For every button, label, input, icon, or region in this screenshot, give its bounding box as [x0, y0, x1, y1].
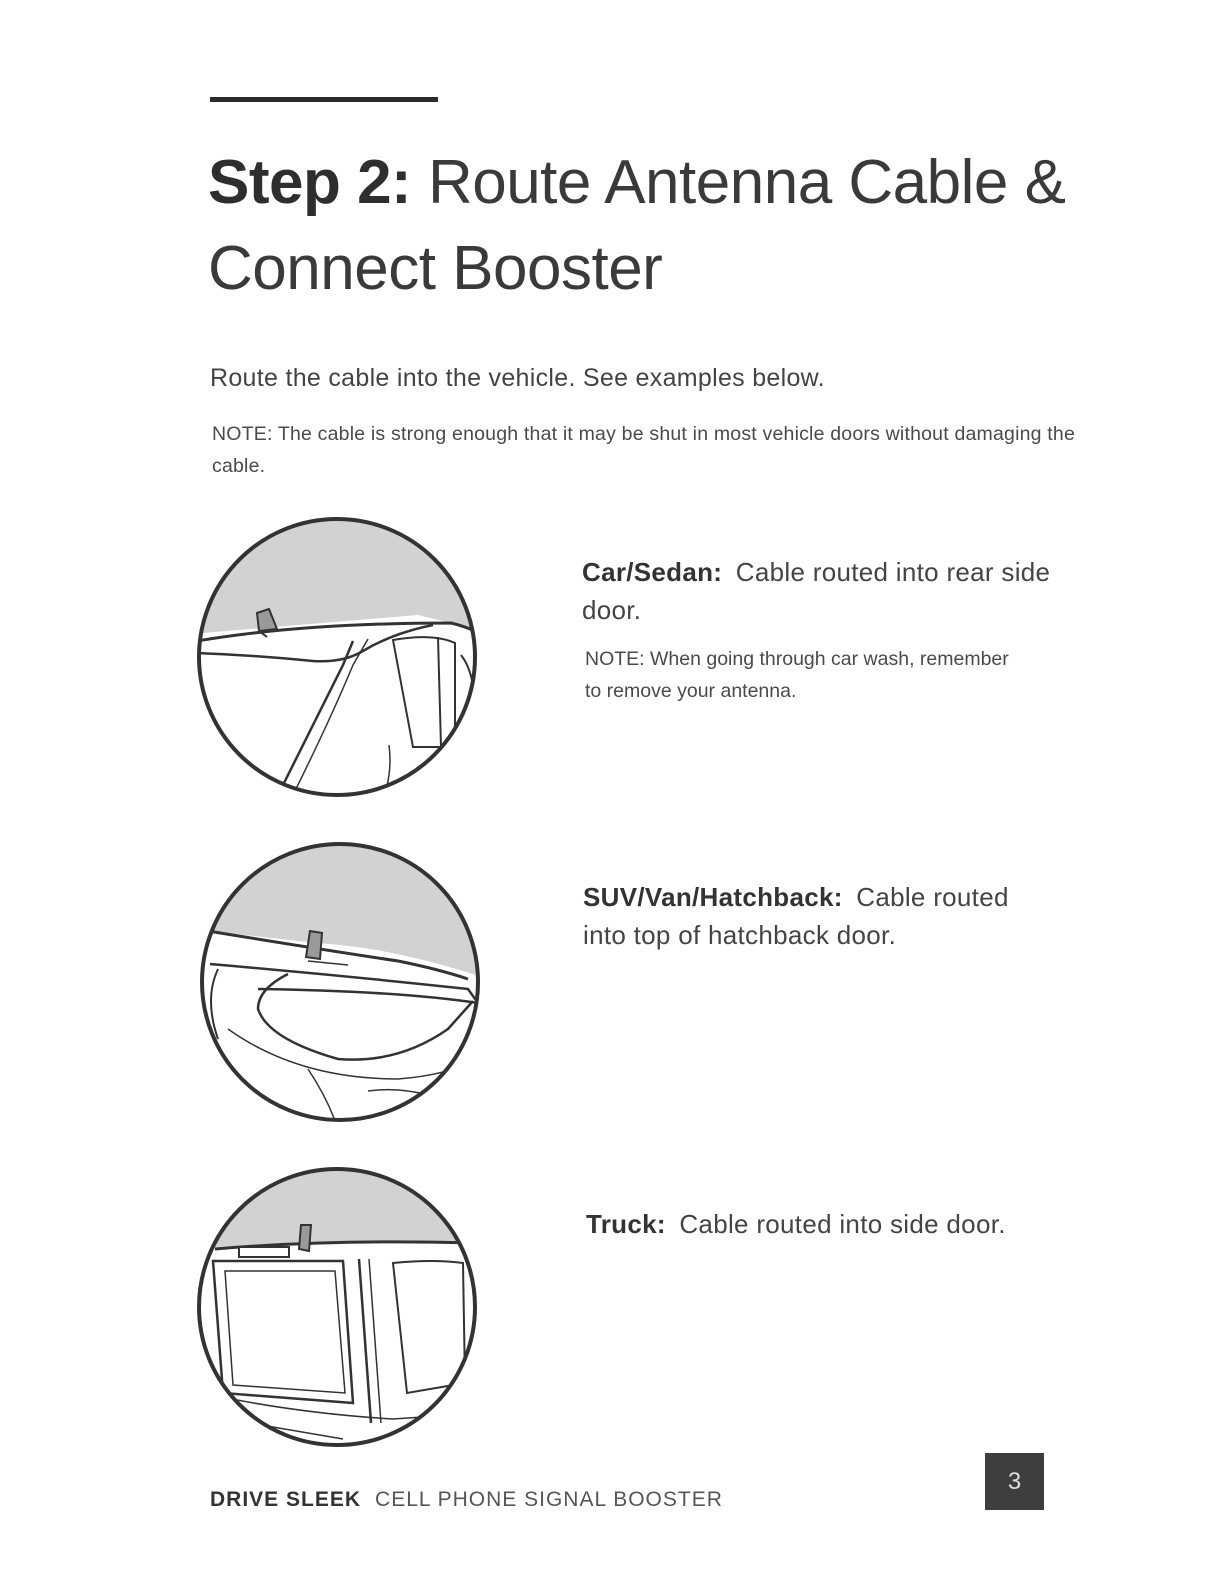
car-roof-antenna-illustration — [193, 515, 483, 805]
truck-roof-antenna-illustration — [193, 1163, 483, 1453]
title-text: Route Antenna Cable & Connect Booster — [208, 148, 1066, 303]
suv-description — [583, 878, 1053, 954]
truck-label: Truck: — [586, 1209, 666, 1239]
suv-section — [583, 878, 1053, 954]
suv-text: Cable routed into top of hatchback door. — [583, 882, 1009, 950]
car-sedan-description — [582, 553, 1052, 629]
intro-text: Route the cable into the vehicle. See examples below. — [210, 364, 825, 392]
truck-section — [586, 1205, 1056, 1243]
car-sedan-text: Cable routed into rear side door. — [582, 557, 1051, 625]
truck-text: Cable routed into side door. — [679, 1209, 1006, 1239]
title-step: Step 2: — [208, 148, 412, 217]
footer — [210, 1488, 723, 1512]
page-title — [208, 140, 1108, 312]
car-sedan-label: Car/Sedan: — [582, 557, 723, 587]
footer-product: CELL PHONE SIGNAL BOOSTER — [375, 1488, 723, 1511]
page-number: 3 — [985, 1453, 1044, 1510]
car-sedan-section — [582, 553, 1052, 707]
intro-note: NOTE: The cable is strong enough that it may be shut in most vehicle doors without damaging the cable. — [212, 423, 1076, 477]
suv-label: SUV/Van/Hatchback: — [583, 882, 843, 912]
suv-roof-antenna-illustration — [198, 839, 488, 1129]
truck-description — [586, 1205, 1056, 1243]
footer-brand: DRIVE SLEEK — [210, 1488, 362, 1511]
car-wash-note: NOTE: When going through car wash, remember to remove your antenna. — [585, 648, 1009, 702]
top-rule — [210, 97, 438, 102]
